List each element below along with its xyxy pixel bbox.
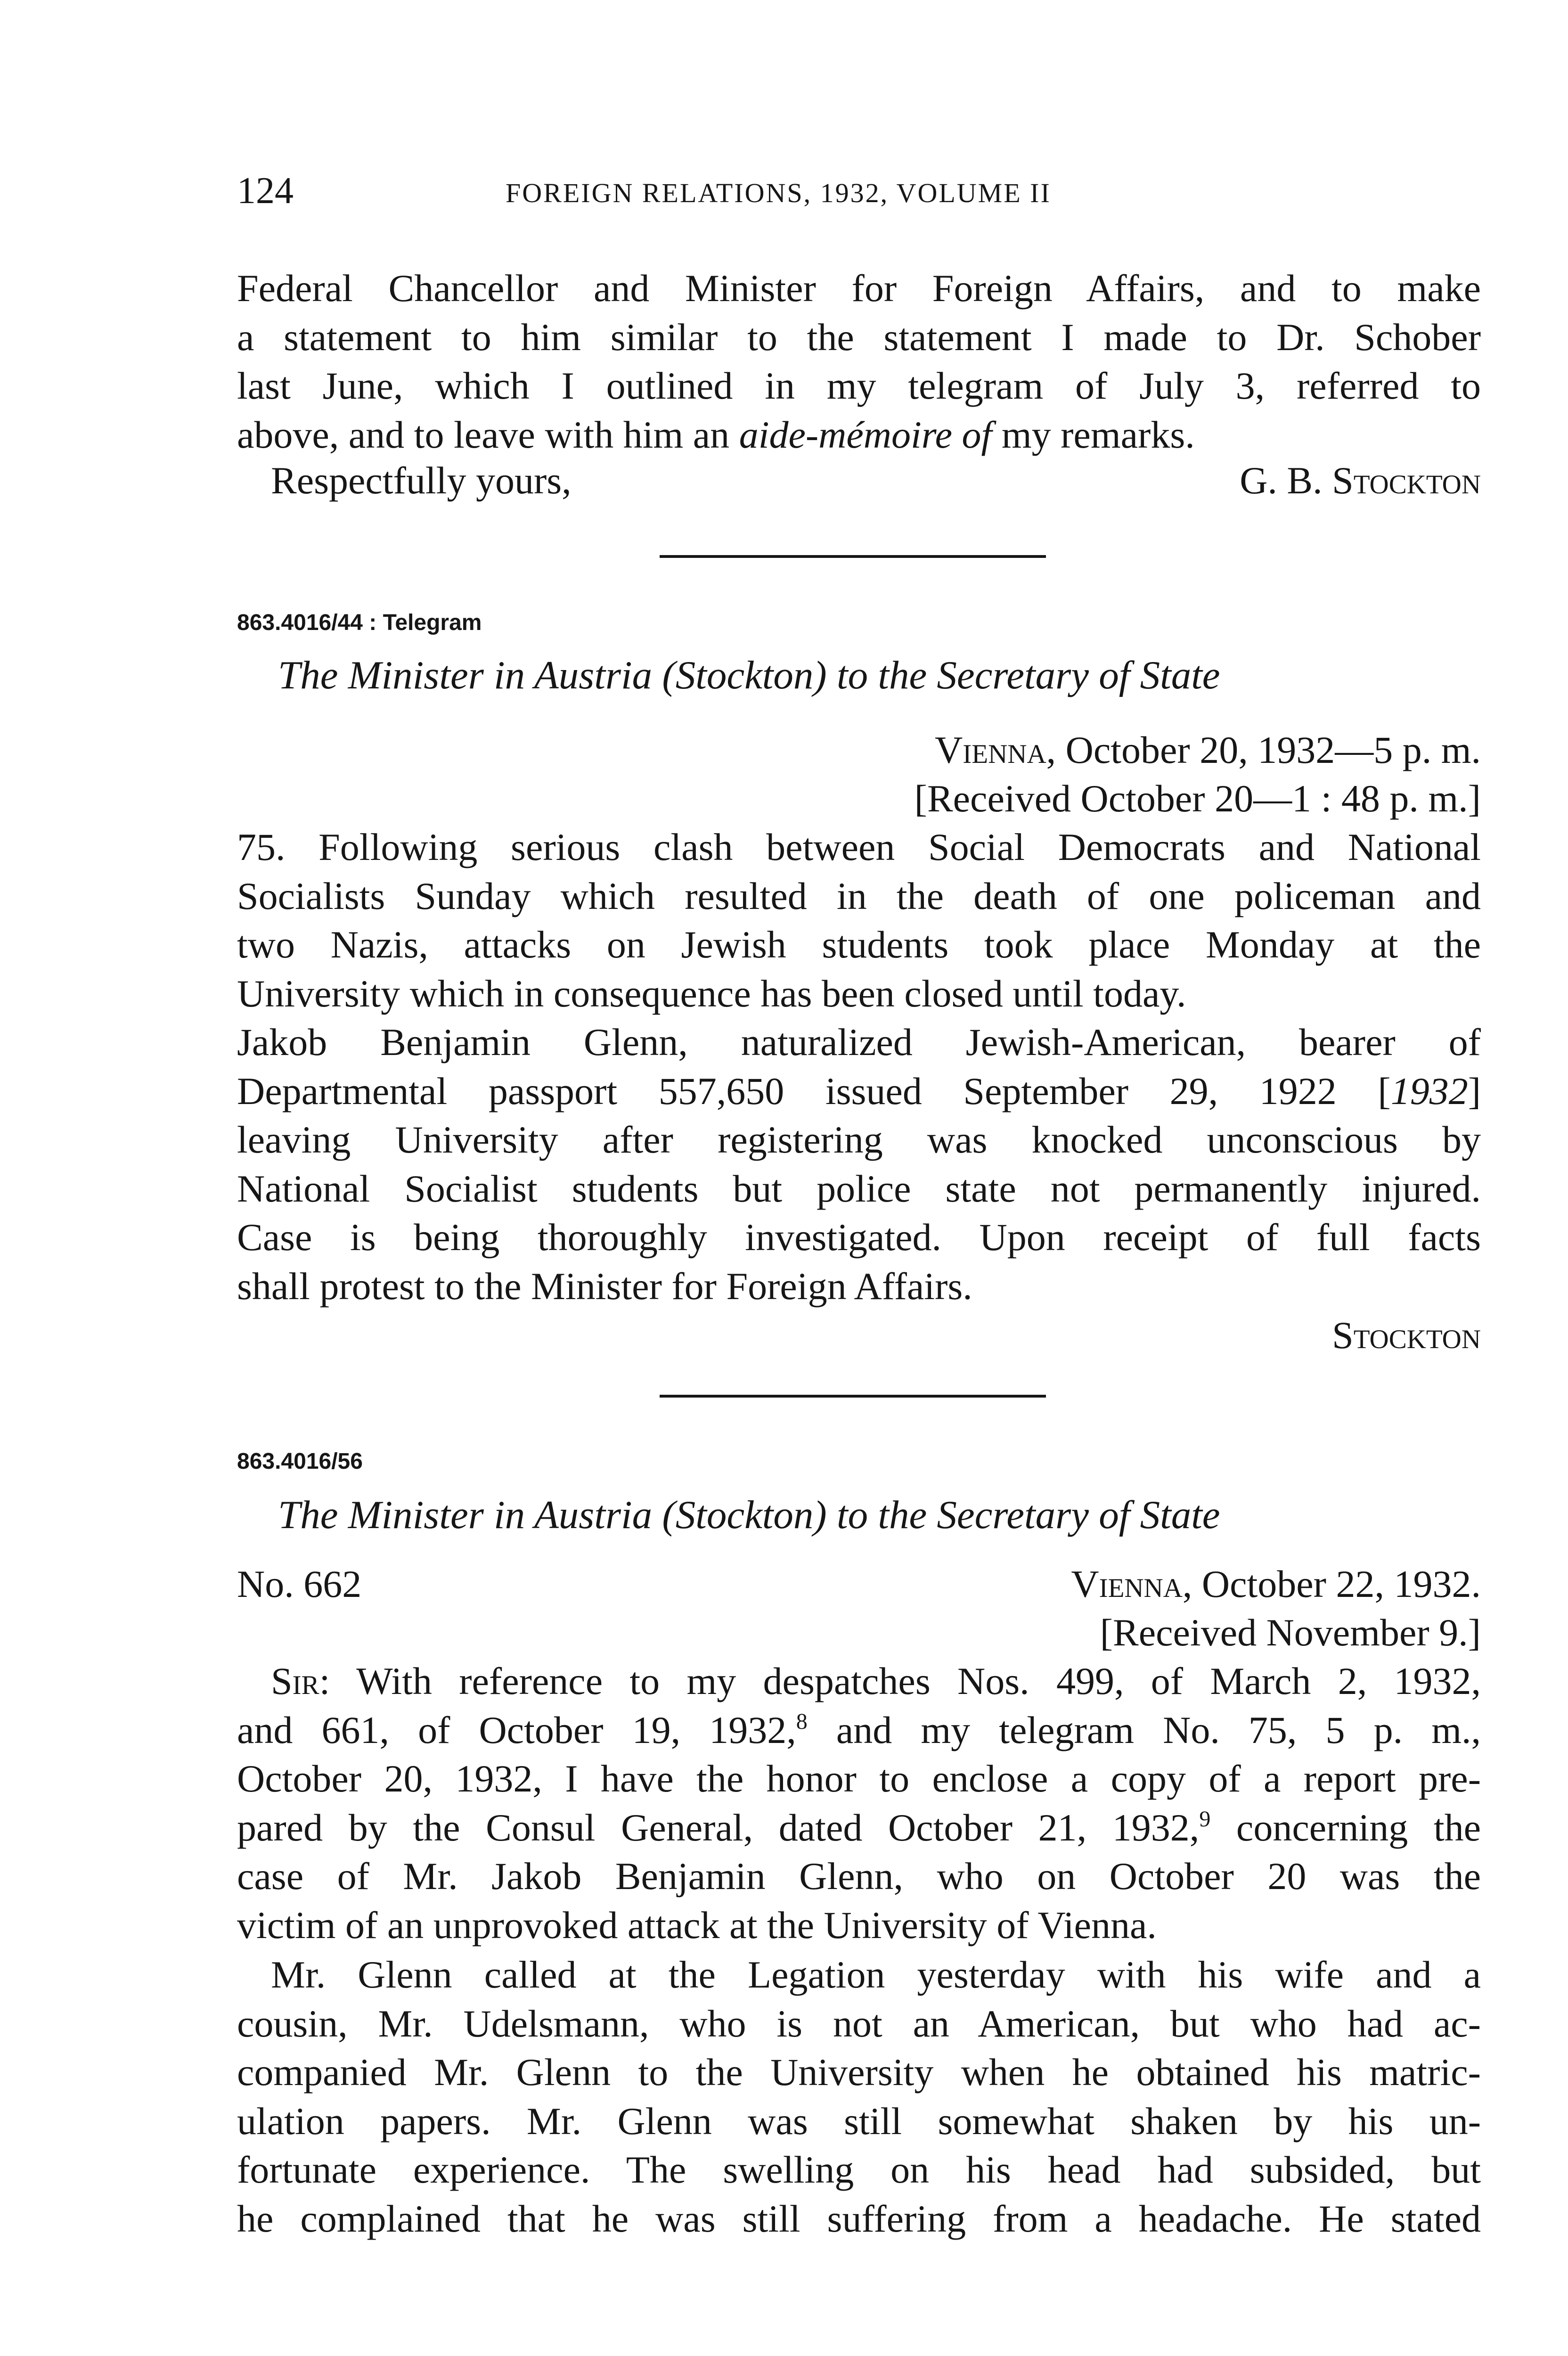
footnote-ref: 8 bbox=[796, 1709, 808, 1734]
received-line: [Received October 20—1 : 48 p. m.] bbox=[914, 777, 1481, 820]
signature: G. B. Stockton bbox=[1240, 459, 1481, 502]
dateline: Vienna, October 20, 1932—5 p. m. bbox=[935, 728, 1481, 771]
text-line: last June, which I outlined in my telegram of July 3, referred to bbox=[237, 364, 1481, 407]
text-line: Socialists Sunday which resulted in the death of one policeman and bbox=[237, 874, 1481, 917]
file-reference: 863.4016/44 : Telegram bbox=[237, 610, 482, 635]
text-line: two Nazis, attacks on Jewish students took place Monday at the bbox=[237, 923, 1481, 966]
text-line: Mr. Glenn called at the Legation yesterday with his wife and a bbox=[271, 1953, 1481, 1996]
telegram-paragraph-1 bbox=[237, 823, 1481, 1018]
footnote-ref: 9 bbox=[1199, 1806, 1211, 1832]
text-line: leaving University after registering was knocked unconscious by bbox=[237, 1118, 1481, 1161]
received-line: [Received November 9.] bbox=[1100, 1611, 1481, 1654]
file-reference: 863.4016/56 bbox=[237, 1449, 363, 1474]
document-title: The Minister in Austria (Stockton) to the Secretary of State bbox=[278, 653, 1220, 697]
signature: Stockton bbox=[1332, 1314, 1481, 1357]
text-line: ulation papers. Mr. Glenn was still somewhat shaken by his un- bbox=[237, 2099, 1481, 2143]
text-line: case of Mr. Jakob Benjamin Glenn, who on October 20 was the bbox=[237, 1855, 1481, 1898]
page-number: 124 bbox=[237, 170, 294, 212]
text-line: Jakob Benjamin Glenn, naturalized Jewish-American, bearer of bbox=[237, 1021, 1481, 1063]
document-title: The Minister in Austria (Stockton) to the Secretary of State bbox=[278, 1493, 1220, 1537]
section-divider bbox=[660, 555, 1046, 558]
despatch-paragraph-2 bbox=[237, 1950, 1481, 2243]
text-line: October 20, 1932, I have the honor to enclose a copy of a report pre- bbox=[237, 1757, 1481, 1800]
italic-phrase: aide-mémoire of bbox=[739, 413, 992, 456]
text-line: National Socialist students but police state not permanently injured. bbox=[237, 1167, 1481, 1210]
text-line: he complained that he was still suffering from a headache. He stated bbox=[237, 2197, 1481, 2240]
text-line: pared by the Consul General, dated October 21, 1932,$^9$ concerning the bbox=[237, 1806, 1481, 1849]
text-line: University which in consequence has been closed until today. bbox=[237, 972, 1186, 1015]
despatch-number: No. 662 bbox=[237, 1562, 362, 1605]
dateline: Vienna, October 22, 1932. bbox=[1071, 1562, 1481, 1605]
text-line: cousin, Mr. Udelsmann, who is not an American, but who had ac- bbox=[237, 2002, 1481, 2045]
page-header bbox=[237, 167, 1481, 214]
text-line: Federal Chancellor and Minister for Foreign Affairs, and to make bbox=[237, 267, 1481, 310]
text-line: and 661, of October 19, 1932,$^8$ and my telegram No. 75, 5 p. m., bbox=[237, 1708, 1481, 1751]
text-line: a statement to him similar to the statement I made to Dr. Schober bbox=[237, 315, 1481, 359]
section-divider bbox=[660, 1395, 1046, 1398]
text-line: Departmental passport 557,650 issued September 29, 1922 [1932] bbox=[237, 1069, 1481, 1113]
text-line: shall protest to the Minister for Foreign Affairs. bbox=[237, 1264, 972, 1308]
salutation: Sir bbox=[271, 1660, 319, 1702]
text-line: Case is being thoroughly investigated. Upon receipt of full facts bbox=[237, 1216, 1481, 1259]
text-line: Sir: With reference to my despatches Nos. 499, of March 2, 1932, bbox=[271, 1660, 1481, 1702]
text-line: companied Mr. Glenn to the University when he obtained his matric- bbox=[237, 2051, 1481, 2094]
running-head: FOREIGN RELATIONS, 1932, VOLUME II bbox=[506, 178, 1051, 208]
text-line: fortunate experience. The swelling on his head had subsided, but bbox=[237, 2148, 1481, 2191]
text-line: 75. Following serious clash between Social Democrats and National bbox=[237, 826, 1481, 868]
closing-phrase: Respectfully yours, bbox=[271, 459, 572, 502]
text-line: above, and to leave with him an aide-mémoire of my remarks. bbox=[237, 413, 1195, 456]
despatch-paragraph-1 bbox=[237, 1657, 1481, 1949]
telegram-paragraph-2 bbox=[237, 1018, 1481, 1310]
continuation-paragraph bbox=[237, 264, 1481, 459]
text-line: victim of an unprovoked attack at the University of Vienna. bbox=[237, 1903, 1157, 1947]
